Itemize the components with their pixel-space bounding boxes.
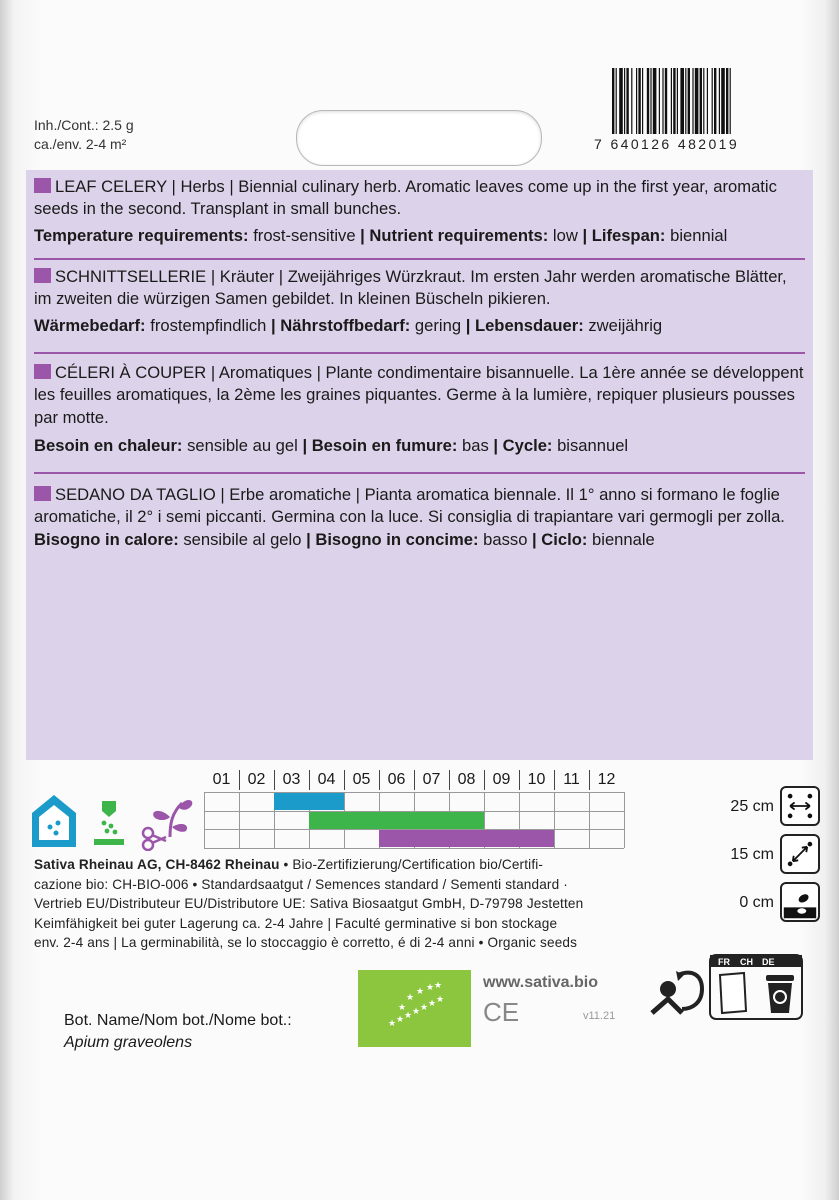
- month-divider: [414, 770, 415, 790]
- month-divider: [554, 770, 555, 790]
- country-de: DE: [762, 957, 775, 967]
- month-label: 03: [282, 771, 301, 788]
- botanical-label: Bot. Name/Nom bot./Nome bot.:: [64, 1012, 292, 1029]
- month-divider: [449, 770, 450, 790]
- month-label: 08: [457, 771, 476, 788]
- month-divider: [274, 770, 275, 790]
- company-name: Sativa Rheinau AG, CH-8462 Rheinau: [34, 857, 280, 872]
- botanical-name: Apium graveolens: [64, 1034, 193, 1051]
- svg-text:★: ★: [404, 1010, 413, 1020]
- hang-hole: [296, 110, 542, 166]
- harvest-icon: [143, 800, 192, 850]
- grid-line: [624, 792, 625, 848]
- svg-text:★: ★: [398, 1002, 407, 1012]
- month-label: 12: [597, 771, 616, 788]
- grid-line: [554, 792, 555, 848]
- section-description: | Aromatiques | Plante condimentaire bisannuelle. La 1ère année se développent les feuilles aromatiques, la 2ème les graines piquantes. Germe à la lumière, repiquer plusieurs pousses par motte.: [34, 363, 804, 427]
- website-link[interactable]: www.sativa.bio: [483, 974, 598, 991]
- content-info: [34, 116, 134, 154]
- month-divider: [519, 770, 520, 790]
- grid-line: [204, 848, 624, 849]
- month-label: 01: [212, 771, 231, 788]
- calendar-bar-plant-out: [309, 812, 484, 829]
- svg-text:★: ★: [420, 1002, 429, 1012]
- month-label: 02: [247, 771, 266, 788]
- month-label: 10: [527, 771, 546, 788]
- row-spacing-icon: [780, 786, 820, 826]
- month-divider: [379, 770, 380, 790]
- calendar-bar-sow-indoors: [274, 793, 344, 810]
- section-it: [34, 484, 804, 551]
- grid-line: [204, 792, 205, 848]
- outdoor-sowing-icon: [94, 801, 124, 845]
- section-marker-icon: [34, 268, 51, 283]
- month-divider: [589, 770, 590, 790]
- calendar-bar-harvest: [379, 830, 554, 847]
- svg-text:★: ★: [426, 982, 435, 992]
- triman-icon: [652, 971, 702, 1013]
- svg-text:★: ★: [428, 998, 437, 1008]
- month-divider: [309, 770, 310, 790]
- month-divider: [484, 770, 485, 790]
- content-area: ca./env. 2-4 m²: [34, 136, 127, 152]
- month-label: 09: [492, 771, 511, 788]
- month-divider: [344, 770, 345, 790]
- section-en: [34, 176, 804, 247]
- section-divider: [34, 258, 805, 260]
- month-label: 07: [422, 771, 441, 788]
- svg-text:★: ★: [388, 1018, 397, 1028]
- section-requirements: Besoin en chaleur: sensible au gel | Besoin en fumure: bas | Cycle: bisannuel: [34, 436, 629, 456]
- greenhouse-sowing-icon: [32, 795, 76, 847]
- svg-text:★: ★: [406, 992, 415, 1002]
- section-requirements: Wärmebedarf: frostempfindlich | Nährstoffbedarf: gering | Lebensdauer: zweijährig: [34, 315, 663, 335]
- grid-line: [589, 792, 590, 848]
- section-de: [34, 266, 804, 337]
- month-label: 11: [563, 771, 580, 788]
- section-description: | Erbe aromatiche | Pianta aromatica biennale. Il 1° anno si formano le foglie aromatiche, il 2° i semi piccanti. Germina con la luce. Si consiglia di trapiantare vari germogli per zolla.: [34, 485, 785, 527]
- activity-icons: [30, 793, 200, 851]
- botanical-name-block: [64, 1010, 292, 1054]
- section-marker-icon: [34, 364, 51, 379]
- month-label: 06: [387, 771, 406, 788]
- section-divider: [34, 472, 805, 474]
- section-description: | Herbs | Biennial culinary herb. Aromatic leaves come up in the first year, aromatic seeds in the second. Transplant in small bunches.: [34, 177, 777, 219]
- section-requirements: Temperature requirements: frost-sensitive | Nutrient requirements: low | Lifespan: biennial: [34, 225, 728, 245]
- section-marker-icon: [34, 178, 51, 193]
- barcode-icon: [610, 68, 770, 138]
- section-marker-icon: [34, 486, 51, 501]
- plant-spacing-icon: [780, 834, 820, 874]
- svg-text:★: ★: [416, 986, 425, 996]
- sowing-depth: 0 cm: [700, 882, 820, 922]
- section-title: SCHNITTSELLERIE: [55, 267, 207, 286]
- country-ch: CH: [740, 957, 753, 967]
- section-title: SEDANO DA TAGLIO: [55, 485, 216, 504]
- version-label: v11.21: [583, 1010, 616, 1022]
- calendar-months: [204, 768, 624, 790]
- svg-text:★: ★: [396, 1014, 405, 1024]
- country-recycling-labels: [710, 955, 802, 1019]
- section-requirements: Bisogno in calore: sensibile al gelo | Bisogno in concime: basso | Ciclo: biennale: [34, 529, 655, 549]
- svg-text:★: ★: [412, 1006, 421, 1016]
- section-fr: [34, 362, 804, 458]
- recycling-info: [648, 953, 808, 1023]
- section-title: LEAF CELERY: [55, 177, 167, 196]
- barcode-number: 7 640126 482019: [594, 136, 739, 152]
- eu-organic-logo: [358, 970, 471, 1047]
- section-description: | Kräuter | Zweijähriges Würzkraut. Im ersten Jahr werden aromatische Blätter, im zweiten die würzigen Samen gebildet. In kleinen Büscheln pikieren.: [34, 267, 787, 309]
- section-title: CÉLERI À COUPER: [55, 363, 207, 382]
- grid-line: [239, 792, 240, 848]
- bin-icon: [766, 975, 794, 1013]
- country-fr: FR: [718, 957, 730, 967]
- company-info: Sativa Rheinau AG, CH-8462 Rheinau • Bio-Zertifizierung/Certification bio/Certifi- cazione bio: CH-BIO-006 • Standardsaatgut / Semences standard / Sementi standard · Vertrieb EU/Distributeur EU/Distributore UE: Sativa Biosaatgut GmbH, D-79798 Jestetten Keimfähigkeit bei guter Lagerung ca. 2-4 Jahre | Faculté germinative si bon stockage env. 2-4 ans | La germinabilità, se lo stoccaggio è corretto, é di 2-4 anni • Organic seeds: [34, 857, 584, 951]
- ce-mark: CE: [483, 997, 520, 1027]
- month-divider: [239, 770, 240, 790]
- plant-spacing: 15 cm: [700, 834, 820, 874]
- row-spacing: 25 cm: [700, 786, 820, 826]
- sowing-depth-icon: [780, 882, 820, 922]
- content-weight: Inh./Cont.: 2.5 g: [34, 117, 134, 133]
- section-divider: [34, 352, 805, 354]
- svg-text:★: ★: [434, 980, 443, 990]
- month-label: 05: [352, 771, 371, 788]
- month-label: 04: [317, 771, 336, 788]
- svg-text:★: ★: [436, 994, 445, 1004]
